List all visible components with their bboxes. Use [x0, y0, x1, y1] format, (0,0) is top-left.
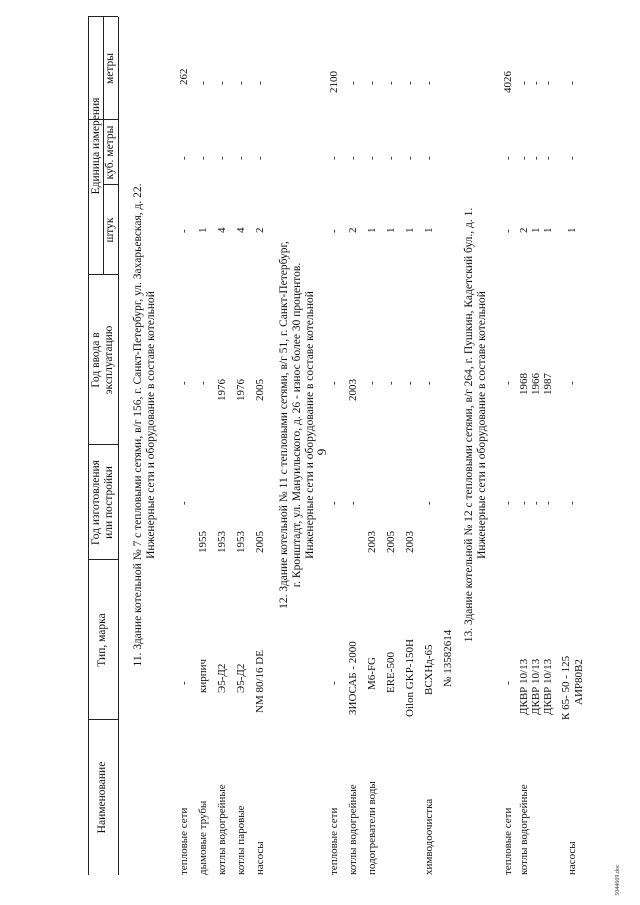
row-year-op: 1968 [518, 373, 530, 395]
row-m: - [518, 81, 530, 85]
row-year-made: 2005 [254, 531, 266, 553]
row-year-op: - [178, 381, 190, 385]
section-13-title-line-2: Инженерные сети и оборудование в составе котельной [476, 291, 488, 559]
file-footer: 5044669.doc [615, 864, 621, 896]
row-type: - [178, 681, 190, 685]
row-name: котлы водогрейные [216, 784, 228, 875]
row-m: 262 [178, 68, 190, 85]
row-pcs: 1 [385, 227, 397, 233]
row-m3: - [404, 156, 416, 160]
row-year-op: 2005 [254, 379, 266, 401]
row-name: подогреватели воды [366, 781, 378, 875]
row-type: кирпич [197, 658, 209, 693]
row-m3: - [216, 156, 228, 160]
row-type: Oilon GKP-150H [404, 639, 416, 717]
row-year-op: - [423, 381, 435, 385]
row-year-op: - [197, 381, 209, 385]
row-year-op: 1987 [542, 373, 554, 395]
row-type: - [502, 681, 514, 685]
row-year-op: 1976 [235, 379, 247, 401]
row-pcs: 2 [254, 227, 266, 233]
row-name: тепловые сети [502, 807, 514, 875]
row-name: дымовые трубы [197, 800, 209, 875]
row-year-op: - [328, 381, 340, 385]
row-pcs: - [502, 229, 514, 233]
section-13-title-line-1: 13. Здание котельной № 12 с тепловыми сетями, в/г 264, г. Пушкин, Кадетский бул., д. 1. [463, 207, 475, 643]
row-pcs: 4 [235, 227, 247, 233]
row-year-op: 1976 [216, 379, 228, 401]
row-m: 2100 [328, 71, 340, 93]
row-year-made: 1953 [216, 531, 228, 553]
row-year-op: 2003 [347, 379, 359, 401]
row-name: химводоочистка [423, 798, 435, 875]
row-pcs: 1 [566, 227, 578, 233]
row-name: тепловые сети [178, 807, 190, 875]
row-pcs: 2 [347, 227, 359, 233]
row-m3: - [385, 156, 397, 160]
row-year-made: - [530, 501, 542, 505]
row-m3: - [197, 156, 209, 160]
row-year-made: - [566, 501, 578, 505]
row-year-op: - [385, 381, 397, 385]
row-year-made: 2003 [404, 531, 416, 553]
section-11-title-line-1: 11. Здание котельной № 7 с тепловыми сетями, в/г 156, г. Санкт-Петербург, ул. Захарьевская, д. 22. [132, 183, 144, 667]
row-year-made: - [347, 501, 359, 505]
row-type: ЗИОСАБ - 2000 [347, 641, 359, 715]
row-pcs: 1 [197, 227, 209, 233]
section-12-title-line-3: Инженерные сети и оборудование в составе котельной [304, 291, 316, 559]
row-type: ДКВР 10/13 [530, 658, 542, 715]
row-year-made: 2005 [385, 531, 397, 553]
row-name: котлы водогрейные [518, 784, 530, 875]
row-year-made: - [328, 501, 340, 505]
row-m3: - [542, 156, 554, 160]
row-year-op: - [404, 381, 416, 385]
header-year-op-2: эксплуатацию [103, 325, 115, 395]
row-m3: - [566, 156, 578, 160]
row-name: тепловые сети [328, 807, 340, 875]
header-unit-pcs: штук [104, 217, 116, 243]
row-type: - [328, 681, 340, 685]
section-12-title-line-1: 12. Здание котельной № 11 с тепловыми сетями, в/г 51, г. Санкт-Петербург, [278, 241, 290, 609]
row-m: - [566, 81, 578, 85]
row-m: 4026 [502, 71, 514, 93]
header-name: Наименование [96, 761, 108, 834]
row-year-op: - [502, 381, 514, 385]
header-unit-m: метры [104, 52, 116, 85]
row-m: - [542, 81, 554, 85]
row-type: № 13582614 [442, 629, 454, 687]
row-m3: - [178, 156, 190, 160]
header-year-made-2: или постройки [103, 466, 115, 539]
row-m3: - [530, 156, 542, 160]
row-m: - [530, 81, 542, 85]
row-m: - [347, 81, 359, 85]
row-name: котлы паровые [235, 805, 247, 875]
row-m3: - [254, 156, 266, 160]
row-type: ДКВР 10/13 [518, 658, 530, 715]
header-year-op-1: Год ввода в [90, 332, 102, 388]
row-pcs: 1 [542, 227, 554, 233]
row-year-made: 2003 [366, 531, 378, 553]
row-name: насосы [254, 841, 266, 875]
row-m3: - [423, 156, 435, 160]
row-year-made: - [502, 501, 514, 505]
header-type: Тип, марка [96, 613, 108, 667]
row-pcs: 1 [530, 227, 542, 233]
row-year-op: 1966 [530, 373, 542, 395]
row-type: К 65- 50 - 125 [560, 655, 572, 720]
row-m3: - [347, 156, 359, 160]
row-pcs: 1 [423, 227, 435, 233]
row-pcs: - [328, 229, 340, 233]
header-year-made-1: Год изготовления [90, 460, 102, 545]
row-pcs: 1 [366, 227, 378, 233]
row-type: ВСХНд-65 [423, 644, 435, 695]
row-type: Э5-Д2 [235, 663, 247, 693]
row-year-made: - [423, 501, 435, 505]
row-year-made: - [178, 501, 190, 505]
row-m3: - [235, 156, 247, 160]
row-year-made: - [518, 501, 530, 505]
row-type: ДКВР 10/13 [542, 658, 554, 715]
row-year-made: - [542, 501, 554, 505]
row-year-op: - [366, 381, 378, 385]
row-name: котлы водогрейные [347, 784, 359, 875]
row-type: АИР80В2 [573, 659, 585, 705]
header-bottom-border [118, 17, 119, 875]
row-year-made: 1953 [235, 531, 247, 553]
row-year-op: - [566, 381, 578, 385]
row-pcs: - [178, 229, 190, 233]
row-pcs: 2 [518, 227, 530, 233]
row-year-made: 1955 [197, 531, 209, 553]
row-m3: - [366, 156, 378, 160]
header-unit-group: Единица измерения [90, 97, 102, 195]
row-m: - [197, 81, 209, 85]
row-type: NM 80/16 DE [254, 650, 266, 713]
row-m: - [254, 81, 266, 85]
row-m: - [366, 81, 378, 85]
row-m: - [385, 81, 397, 85]
page-number: 9 [314, 448, 329, 456]
row-m3: - [518, 156, 530, 160]
row-pcs: 4 [216, 227, 228, 233]
row-m: - [404, 81, 416, 85]
row-type: Э5-Д2 [216, 663, 228, 693]
row-m3: - [328, 156, 340, 160]
row-m: - [235, 81, 247, 85]
table-top-border [88, 17, 89, 875]
header-unit-m3: куб. метры [104, 125, 116, 180]
row-name: насосы [566, 841, 578, 875]
row-m: - [216, 81, 228, 85]
row-pcs: 1 [404, 227, 416, 233]
section-11-title-line-2: Инженерные сети и оборудование в составе котельной [145, 291, 157, 559]
row-type: ERE-500 [385, 652, 397, 693]
section-12-title-line-2: г. Кронштадт, ул. Мануильского, д. 26 - износ более 30 процентов. [291, 262, 303, 588]
row-type: M6-FG [366, 656, 378, 690]
row-m: - [423, 81, 435, 85]
row-m3: - [502, 156, 514, 160]
